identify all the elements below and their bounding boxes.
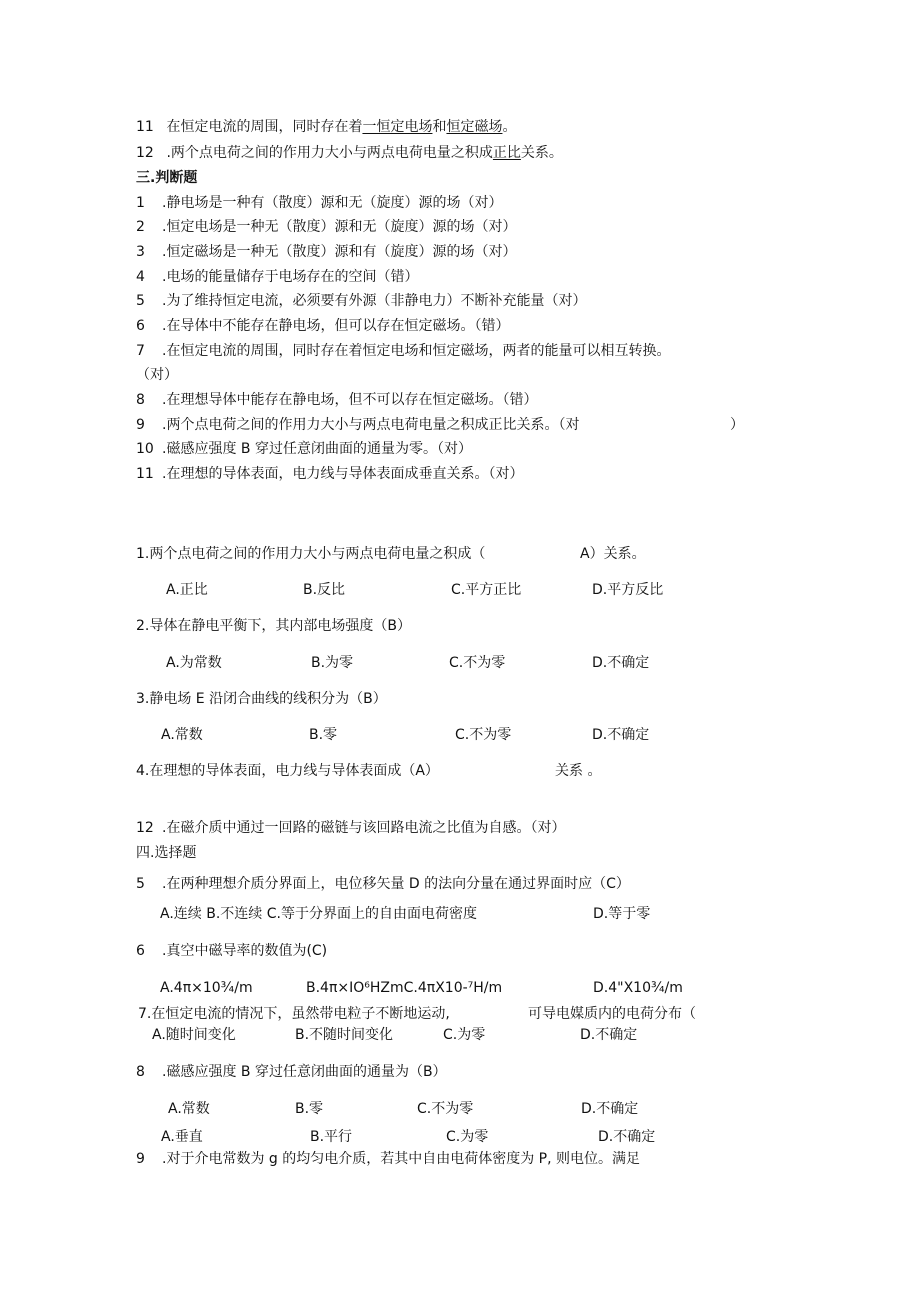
judge-item-2 (136, 218, 516, 236)
judge-item-1 (136, 194, 502, 212)
mc3-option-b: B.零 (309, 727, 338, 743)
mc-question-3: 3.静电场 E 沿闭合曲线的线积分为（B） (136, 691, 387, 707)
judge-item-3 (136, 243, 516, 261)
answer-underline: 正比 (492, 145, 521, 161)
judge-item-6 (136, 317, 509, 335)
item-number: 7 (136, 343, 145, 359)
mc-question-4: 4.在理想的导体表面，电力线与导体表面成（A） (136, 763, 439, 779)
choice7-option-c: C.为零 (443, 1027, 486, 1043)
choice-item-8 (136, 1063, 447, 1081)
choice6-option-bc: B.4π×IO⁶HZmC.4πX10-⁷H/m (306, 980, 503, 996)
mc1-option-b: B.反比 (303, 582, 346, 598)
item-text: .磁感应强度 B 穿过任意闭曲面的通量为（B） (162, 1064, 447, 1080)
item-number: 8 (136, 1064, 145, 1080)
choice5-option-d: D.等于零 (593, 906, 651, 922)
item-text: .在理想的导体表面，电力线与导体表面成垂直关系。（对） (162, 466, 524, 482)
choice7-option-d: D.不确定 (580, 1027, 638, 1043)
judge-item-5 (136, 292, 586, 310)
mc2-option-a: A.为常数 (166, 655, 222, 671)
item-number: 11 (136, 119, 154, 135)
mc-question-1: 1.两个点电荷之间的作用力大小与两点电荷电量之积成（ (136, 546, 486, 562)
item-number: 11 (136, 466, 154, 482)
choice8-option-c: C.不为零 (417, 1101, 474, 1117)
answer-underline: 恒定磁场 (446, 119, 503, 135)
choice7-option-b: B.不随时间变化 (295, 1027, 394, 1043)
mc3-option-d: D.不确定 (592, 727, 650, 743)
judge-item-10 (136, 440, 472, 458)
item-number: 6 (136, 943, 145, 959)
choice5-options-abc: A.连续 B.不连续 C.等于分界面上的自由面电荷密度 (160, 906, 477, 922)
choice8-option-a: A.常数 (168, 1101, 210, 1117)
choice6-option-a: A.4π×10¾/m (160, 980, 253, 996)
mc1-option-a: A.正比 (166, 582, 208, 598)
choice-item-5 (136, 875, 630, 893)
item-number: 3 (136, 244, 145, 260)
item-number: 5 (136, 876, 145, 892)
mc1-option-c: C.平方正比 (451, 582, 522, 598)
item-number: 5 (136, 293, 145, 309)
item-text: .在磁介质中通过一回路的磁链与该回路电流之比值为自感。（对） (162, 820, 566, 836)
item-text: .两个点电荷之间的作用力大小与两点电荷电量之积成 (166, 145, 493, 161)
mc2-option-b: B.为零 (311, 655, 354, 671)
item-number: 1 (136, 195, 145, 211)
judge-item-4 (136, 268, 418, 286)
choice-item-7-tail: 可导电媒质内的电荷分布（ (528, 1006, 696, 1022)
item-text: 关系。 (520, 145, 563, 161)
choice-item-9 (136, 1150, 640, 1168)
choice-item-7 (138, 1005, 450, 1023)
fill-item-11 (136, 118, 516, 136)
item-number: 7 (138, 1006, 147, 1022)
choice-item-6 (136, 942, 327, 960)
judge-item-12 (136, 819, 565, 837)
choice6-option-d: D.4"X10¾/m (593, 980, 683, 996)
item-text: .电场的能量储存于电场存在的空间（错） (162, 269, 419, 285)
item-text: .对于介电常数为 g 的均匀电介质，若其中自由电荷体密度为 P, 则电位。满足 (162, 1151, 641, 1167)
item-number: 9 (136, 1151, 145, 1167)
item-number: 4 (136, 269, 145, 285)
mc2-option-d: D.不确定 (592, 655, 650, 671)
item-text: 在恒定电流的周围，同时存在着 (166, 119, 363, 135)
item-text: .恒定电场是一种无（散度）源和无（旋度）源的场（对） (162, 219, 517, 235)
mc-question-4-tail: 关系 。 (555, 763, 602, 779)
item-text: .真空中磁导率的数值为(C) (162, 943, 328, 959)
item-text: .在两种理想介质分界面上，电位移矢量 D 的法向分量在通过界面时应（C） (162, 876, 630, 892)
item-number: 10 (136, 441, 154, 457)
item-text: .在理想导体中能存在静电场，但不可以存在恒定磁场。（错） (162, 392, 538, 408)
item-number: 8 (136, 392, 145, 408)
judge-item-7 (136, 342, 670, 360)
judge-item-9 (136, 416, 579, 434)
item-text: .两个点电荷之间的作用力大小与两点电荷电量之积成正比关系。（对 (162, 417, 580, 433)
mc2-option-c: C.不为零 (449, 655, 506, 671)
item-text: 和 (432, 119, 447, 135)
item-number: 2 (136, 219, 145, 235)
choice8-option-d: D.不确定 (581, 1101, 639, 1117)
judge-item-7-continuation: （对） (136, 367, 178, 383)
judge-item-8 (136, 391, 537, 409)
mc3-option-c: C.不为零 (455, 727, 512, 743)
item-text: .磁感应强度 B 穿过任意闭曲面的通量为零。（对） (162, 441, 472, 457)
mc-question-2: 2.导体在静电平衡下，其内部电场强度（B） (136, 618, 411, 634)
mc-question-1-tail: A）关系。 (580, 546, 646, 562)
item-number: 9 (136, 417, 145, 433)
section-title-choice: 四.选择题 (136, 845, 197, 861)
fill-item-12 (136, 144, 563, 162)
item-text: .为了维持恒定电流，必须要有外源（非静电力）不断补充能量（对） (162, 293, 587, 309)
choice8-option2-b: B.平行 (310, 1129, 353, 1145)
section-title-judge: 三.判断题 (136, 170, 198, 186)
item-text: .静电场是一种有（散度）源和无（旋度）源的场（对） (162, 195, 503, 211)
choice8-option-b: B.零 (295, 1101, 324, 1117)
choice8-option2-d: D.不确定 (598, 1129, 656, 1145)
judge-item-9-tail: ） (730, 417, 744, 433)
item-text: .在恒定电流的周围，同时存在着恒定电场和恒定磁场，两者的能量可以相互转换。 (162, 343, 671, 359)
item-text: .在导体中不能存在静电场，但可以存在恒定磁场。（错） (162, 318, 510, 334)
choice7-option-a: A.随时间变化 (152, 1027, 236, 1043)
item-text: 。 (502, 119, 517, 135)
item-number: 12 (136, 820, 154, 836)
mc3-option-a: A.常数 (161, 727, 203, 743)
judge-item-11 (136, 465, 523, 483)
item-number: 12 (136, 145, 154, 161)
mc1-option-d: D.平方反比 (592, 582, 664, 598)
item-text: .在恒定电流的情况下，虽然带电粒子不断地运动, (146, 1006, 450, 1022)
item-text: .恒定磁场是一种无（散度）源和有（旋度）源的场（对） (162, 244, 517, 260)
choice8-option2-c: C.为零 (446, 1129, 489, 1145)
answer-underline: 一恒定电场 (362, 119, 433, 135)
choice8-option2-a: A.垂直 (161, 1129, 203, 1145)
item-number: 6 (136, 318, 145, 334)
